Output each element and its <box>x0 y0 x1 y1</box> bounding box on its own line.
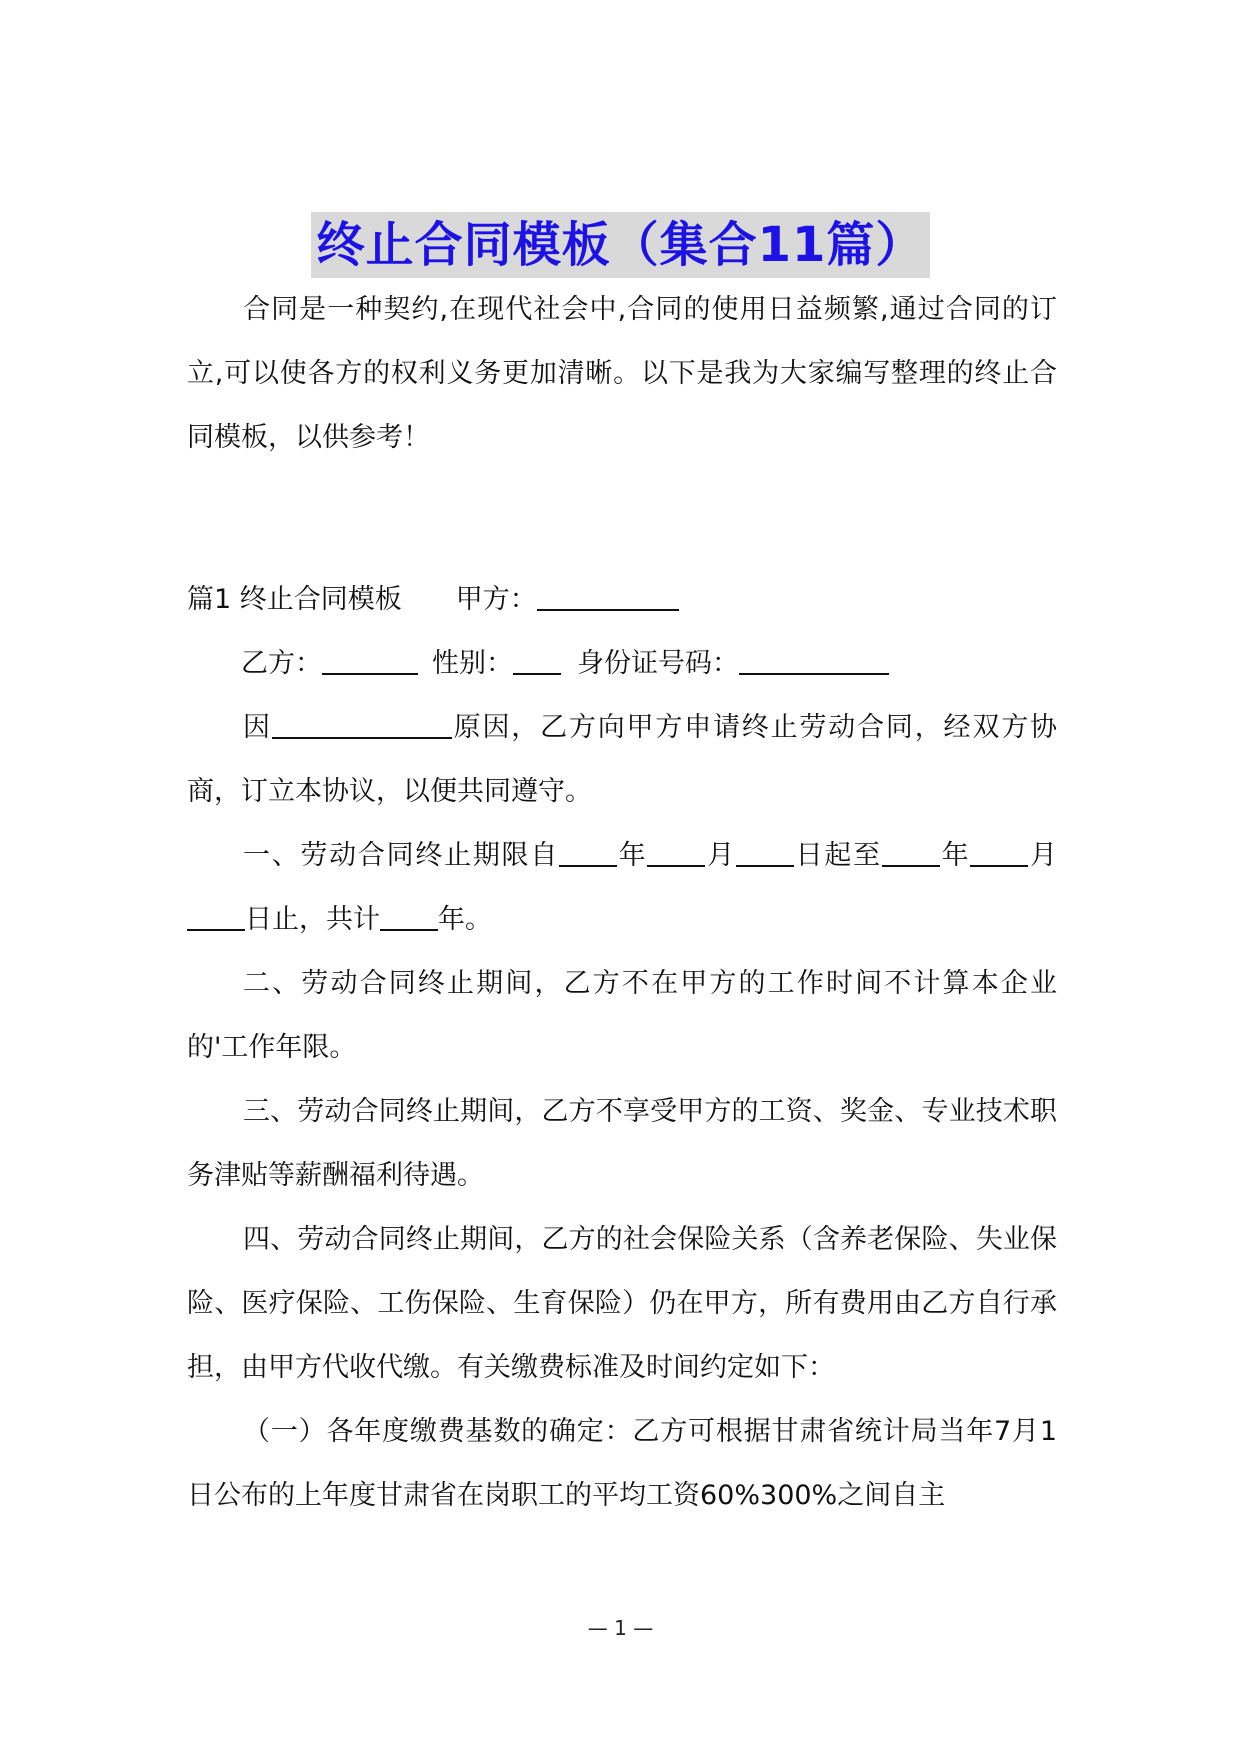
total-years-blank <box>380 901 438 931</box>
clause-4-1: （一）各年度缴费基数的确定：乙方可根据甘肃省统计局当年7月1日公布的上年度甘肃省在岗职工的平均工资60%300%之间自主 <box>187 1416 1057 1511</box>
clause1-prefix: 一、劳动合同终止期限自 <box>243 840 559 871</box>
clause-4: 四、劳动合同终止期间，乙方的社会保险关系（含养老保险、失业保险、医疗保险、工伤保险、生育保险）仍在甲方，所有费用由乙方自行承担，由甲方代收代缴。有关缴费标准及时间约定如下： <box>187 1224 1057 1383</box>
party-a-blank <box>537 581 679 611</box>
end-month-blank <box>970 837 1028 867</box>
end-year-blank <box>882 837 940 867</box>
clause-2: 二、劳动合同终止期间，乙方不在甲方的工作时间不计算本企业的'工作年限。 <box>187 968 1057 1063</box>
clause-1 <box>187 824 1057 952</box>
clause1-month-label: 月 <box>705 840 736 871</box>
reason-text: 原因，乙方向甲方申请终止劳动合同，经双方协商，订立本协议，以便共同遵守。 <box>187 712 1058 807</box>
party-a-label: 甲方： <box>455 584 537 615</box>
reason-prefix: 因 <box>243 712 272 743</box>
party-b-line <box>187 632 1057 696</box>
clause1-year-label: 年 <box>617 840 648 871</box>
id-number-label: 身份证号码： <box>577 648 739 679</box>
start-year-blank <box>559 837 617 867</box>
clause1-end-label: 年。 <box>438 904 492 935</box>
party-b-label: 乙方： <box>241 648 322 679</box>
title-container <box>0 212 1241 278</box>
clause-3: 三、劳动合同终止期间，乙方不享受甲方的工资、奖金、专业技术职务津贴等薪酬福利待遇。 <box>187 1096 1057 1191</box>
intro-paragraph: 合同是一种契约,在现代社会中,合同的使用日益频繁,通过合同的订立,可以使各方的权利义务更加清晰。以下是我为大家编写整理的终止合同模板，以供参考！ <box>187 294 1057 453</box>
gender-blank <box>513 645 561 675</box>
reason-paragraph <box>187 696 1057 824</box>
end-day-blank <box>187 901 245 931</box>
clause1-end-month-label: 月 <box>1028 840 1058 871</box>
id-number-blank <box>739 645 889 675</box>
clause1-day-to-label: 日止，共计 <box>245 904 380 935</box>
start-month-blank <box>647 837 705 867</box>
party-b-blank <box>322 645 418 675</box>
page-number: — 1 — <box>587 1616 654 1640</box>
section-heading-line <box>187 568 1057 632</box>
section-heading: 篇1 终止合同模板 <box>187 584 402 615</box>
section-block <box>187 568 1057 1528</box>
clause1-day-from-label: 日起至 <box>793 840 882 871</box>
gender-label: 性别： <box>432 648 513 679</box>
clause1-end-year-label: 年 <box>939 840 971 871</box>
intro-block <box>187 278 1057 470</box>
start-day-blank <box>736 837 794 867</box>
reason-blank <box>272 709 452 739</box>
document-title: 终止合同模板（集合11篇） <box>311 212 931 278</box>
